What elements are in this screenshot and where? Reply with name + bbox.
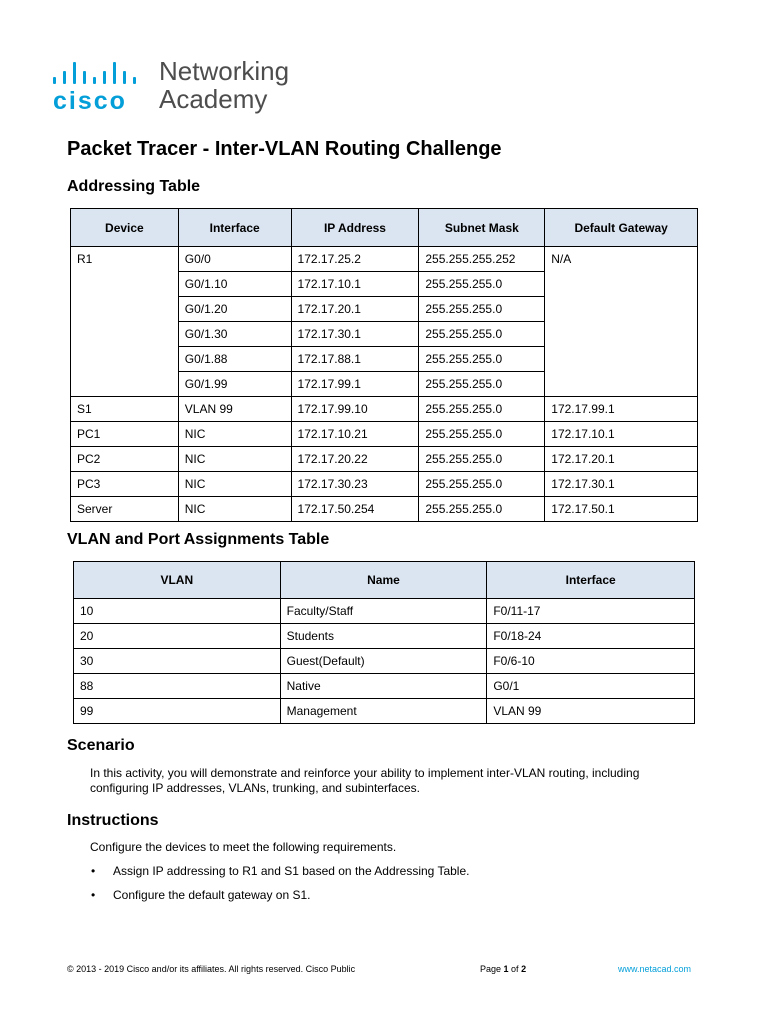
vlan-assignments-table xyxy=(73,561,695,724)
table-header-row xyxy=(74,562,695,599)
table-row xyxy=(74,699,695,724)
table-cell: 20 xyxy=(74,624,281,649)
table-cell: 172.17.10.21 xyxy=(291,422,419,447)
column-header: IP Address xyxy=(291,209,419,247)
table-cell: NIC xyxy=(178,497,291,522)
table-cell: 255.255.255.0 xyxy=(419,422,545,447)
list-item xyxy=(91,864,469,878)
table-cell: Management xyxy=(280,699,487,724)
column-header: Interface xyxy=(178,209,291,247)
table-header-row xyxy=(71,209,698,247)
table-cell: F0/6-10 xyxy=(487,649,695,674)
table-cell: G0/1 xyxy=(487,674,695,699)
table-cell: PC1 xyxy=(71,422,179,447)
table-row xyxy=(71,497,698,522)
table-cell: 172.17.10.1 xyxy=(545,422,698,447)
list-item-text: Assign IP addressing to R1 and S1 based on the Addressing Table. xyxy=(113,864,470,878)
table-cell: Students xyxy=(280,624,487,649)
table-cell: 172.17.99.1 xyxy=(291,372,419,397)
table-cell: 172.17.99.1 xyxy=(545,397,698,422)
table-cell: 172.17.50.254 xyxy=(291,497,419,522)
table-cell: 88 xyxy=(74,674,281,699)
table-cell: 255.255.255.0 xyxy=(419,347,545,372)
cisco-wordmark: cisco xyxy=(53,87,127,115)
table-cell: 10 xyxy=(74,599,281,624)
table-row xyxy=(74,674,695,699)
logo-networking: Networking xyxy=(159,56,290,86)
table-cell: NIC xyxy=(178,422,291,447)
table-cell: 30 xyxy=(74,649,281,674)
column-header: VLAN xyxy=(74,562,281,599)
table-cell: 172.17.20.1 xyxy=(291,297,419,322)
page-current: 1 xyxy=(503,964,509,974)
table-cell: 172.17.30.1 xyxy=(291,322,419,347)
list-item xyxy=(91,888,310,902)
table-cell: 172.17.20.1 xyxy=(545,447,698,472)
table-row xyxy=(71,397,698,422)
logo-academy: Academy xyxy=(159,84,268,114)
column-header: Interface xyxy=(487,562,695,599)
table-cell: 172.17.88.1 xyxy=(291,347,419,372)
column-header: Subnet Mask xyxy=(419,209,545,247)
page-total: 2 xyxy=(521,964,527,974)
addressing-table-heading: Addressing Table xyxy=(67,178,201,195)
table-cell: 255.255.255.0 xyxy=(419,322,545,347)
table-cell: 172.17.99.10 xyxy=(291,397,419,422)
list-item-text: Configure the default gateway on S1. xyxy=(113,888,311,902)
table-cell: NIC xyxy=(178,472,291,497)
table-row xyxy=(74,599,695,624)
table-cell: F0/18-24 xyxy=(487,624,695,649)
page-of: of xyxy=(508,964,522,974)
table-cell: 255.255.255.252 xyxy=(419,247,545,272)
table-cell: 172.17.50.1 xyxy=(545,497,698,522)
column-header: Device xyxy=(71,209,179,247)
footer-url-link[interactable]: www.netacad.com xyxy=(618,964,692,974)
table-cell: 99 xyxy=(74,699,281,724)
table-row xyxy=(71,447,698,472)
table-row xyxy=(71,422,698,447)
table-row xyxy=(71,472,698,497)
bullet-icon: • xyxy=(91,888,96,902)
footer-copyright: © 2013 - 2019 Cisco and/or its affiliates. All rights reserved. Cisco Public xyxy=(67,964,356,974)
table-cell: 255.255.255.0 xyxy=(419,372,545,397)
table-cell: 255.255.255.0 xyxy=(419,497,545,522)
scenario-heading: Scenario xyxy=(67,737,135,754)
table-cell: Faculty/Staff xyxy=(280,599,487,624)
table-cell: G0/1.10 xyxy=(178,272,291,297)
page-prefix: Page xyxy=(480,964,504,974)
table-cell: VLAN 99 xyxy=(178,397,291,422)
column-header: Name xyxy=(280,562,487,599)
cisco-bars-icon xyxy=(53,62,145,84)
table-cell: VLAN 99 xyxy=(487,699,695,724)
vlan-table-heading: VLAN and Port Assignments Table xyxy=(67,531,330,548)
table-cell: NIC xyxy=(178,447,291,472)
table-cell: 255.255.255.0 xyxy=(419,447,545,472)
table-cell: 172.17.20.22 xyxy=(291,447,419,472)
table-cell: Native xyxy=(280,674,487,699)
column-header: Default Gateway xyxy=(545,209,698,247)
table-cell: S1 xyxy=(71,397,179,422)
table-cell: 172.17.30.1 xyxy=(545,472,698,497)
table-cell: Server xyxy=(71,497,179,522)
footer-page-number xyxy=(480,964,526,974)
table-cell: R1 xyxy=(71,247,179,397)
cisco-networking-academy-logo xyxy=(53,58,313,118)
table-cell: G0/1.88 xyxy=(178,347,291,372)
instructions-text: Configure the devices to meet the following requirements. xyxy=(90,840,397,854)
bullet-icon: • xyxy=(91,864,96,878)
table-cell: G0/0 xyxy=(178,247,291,272)
table-row xyxy=(74,624,695,649)
page-title: Packet Tracer - Inter-VLAN Routing Challenge xyxy=(67,138,502,160)
table-row xyxy=(71,247,698,272)
table-cell: 255.255.255.0 xyxy=(419,297,545,322)
table-cell: 172.17.25.2 xyxy=(291,247,419,272)
table-cell: G0/1.30 xyxy=(178,322,291,347)
table-cell: PC3 xyxy=(71,472,179,497)
table-cell: 172.17.10.1 xyxy=(291,272,419,297)
table-cell: PC2 xyxy=(71,447,179,472)
scenario-text: In this activity, you will demonstrate and reinforce your ability to implement inter-VLAN routing, including configuring IP addresses, VLANs, trunking, and subinterfaces. xyxy=(90,766,640,795)
table-cell: 255.255.255.0 xyxy=(419,472,545,497)
table-cell: 172.17.30.23 xyxy=(291,472,419,497)
instructions-heading: Instructions xyxy=(67,812,159,829)
addressing-table xyxy=(70,208,698,522)
table-cell: 255.255.255.0 xyxy=(419,272,545,297)
table-cell: Guest(Default) xyxy=(280,649,487,674)
table-cell: 255.255.255.0 xyxy=(419,397,545,422)
table-cell: G0/1.99 xyxy=(178,372,291,397)
table-row xyxy=(74,649,695,674)
table-cell: N/A xyxy=(545,247,698,397)
table-cell: G0/1.20 xyxy=(178,297,291,322)
table-cell: F0/11-17 xyxy=(487,599,695,624)
